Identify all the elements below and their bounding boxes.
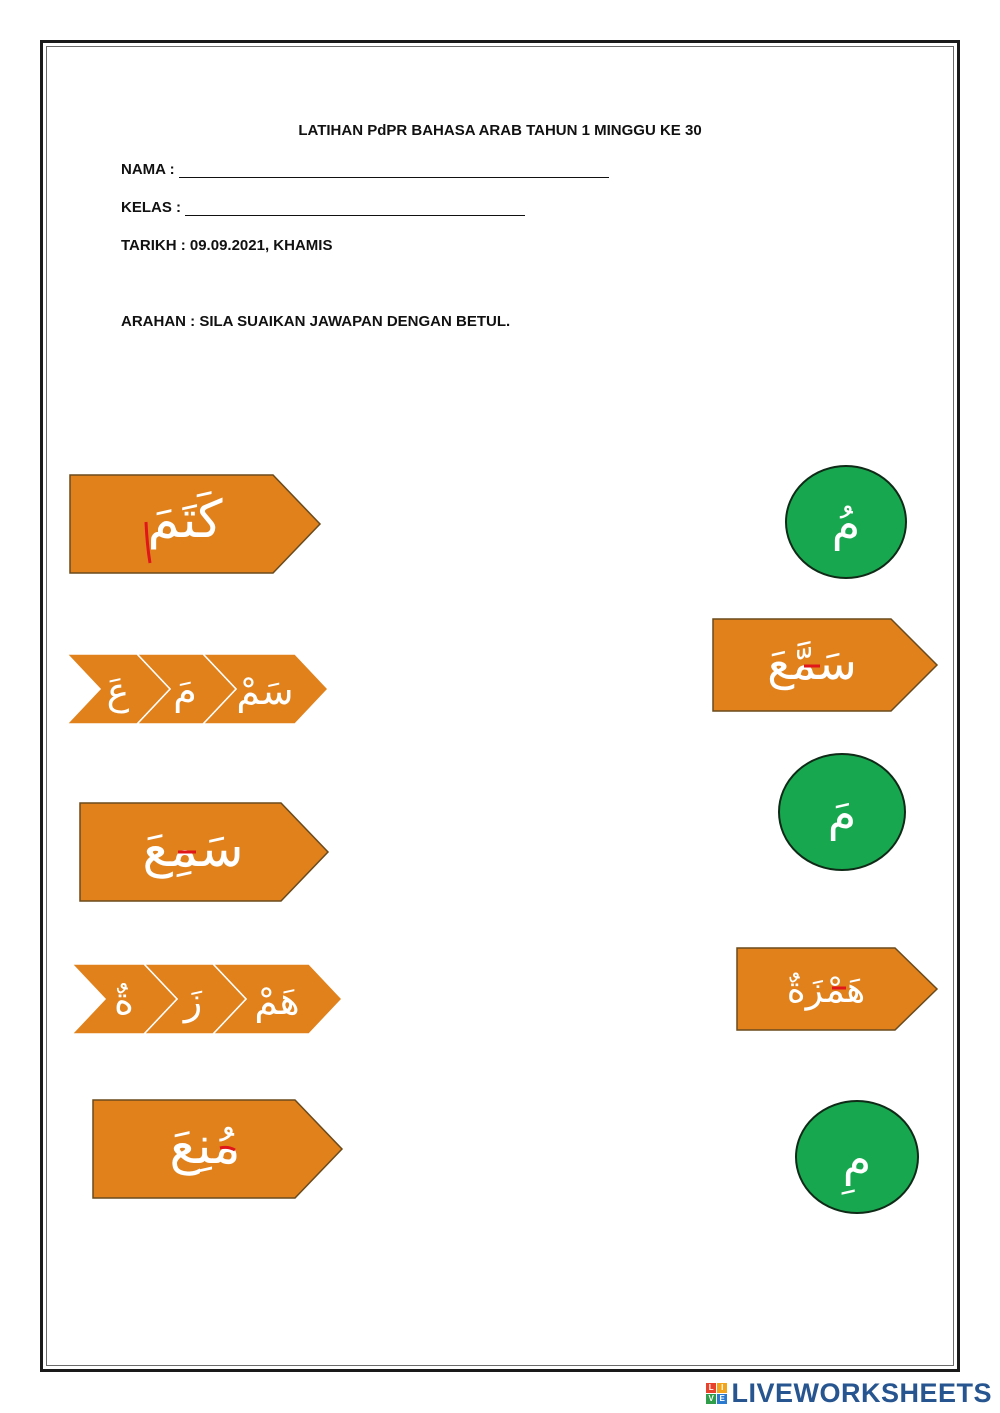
left-card-2-seg-2-text: مَ xyxy=(173,669,197,713)
liveworksheets-brand xyxy=(706,1378,992,1409)
right-card-4-word: هَمْزَةٌ xyxy=(786,970,866,1011)
left-card-4-seg-3-text: ةٌ xyxy=(114,979,134,1023)
right-circle-5-letter: مِ xyxy=(842,1132,872,1186)
left-card-3-word: سَمِعَ xyxy=(142,819,244,879)
left-card-2[interactable] xyxy=(67,654,328,724)
left-card-5[interactable] xyxy=(93,1100,342,1198)
left-card-5-word: مُنِعَ xyxy=(169,1116,241,1176)
right-circle-5[interactable] xyxy=(796,1101,918,1213)
kelas-label: KELAS : xyxy=(121,199,181,216)
right-card-2[interactable] xyxy=(713,619,937,711)
liveworksheets-logo-icon: L I V E xyxy=(706,1383,727,1404)
left-card-4-seg-1-text: هَمْ xyxy=(254,979,300,1023)
right-circle-1-letter: مُ xyxy=(831,497,861,551)
right-circle-3[interactable] xyxy=(779,754,905,870)
left-card-2-seg-1-text: سَمْ xyxy=(236,669,294,713)
worksheet-title: LATIHAN PdPR BAHASA ARAB TAHUN 1 MINGGU KE 30 xyxy=(298,122,702,139)
brand-name: LIVEWORKSHEETS xyxy=(731,1378,992,1408)
tarikh-text: TARIKH : 09.09.2021, KHAMIS xyxy=(121,237,333,254)
left-card-4[interactable] xyxy=(72,964,342,1034)
nama-label: NAMA : xyxy=(121,161,175,178)
right-card-2-word: سَمَّعَ xyxy=(767,636,857,690)
right-card-4[interactable] xyxy=(737,948,937,1030)
left-card-1[interactable] xyxy=(70,475,320,573)
left-card-2-seg-3-text: عَ xyxy=(106,669,130,713)
arahan-text: ARAHAN : SILA SUAIKAN JAWAPAN DENGAN BETUL. xyxy=(121,313,511,330)
right-circle-1[interactable] xyxy=(786,466,906,578)
left-card-4-seg-2-text: زَ xyxy=(183,979,203,1023)
left-card-3[interactable] xyxy=(80,803,328,901)
right-circle-3-letter: مَ xyxy=(827,787,857,841)
left-card-1-word: كَتَمَ xyxy=(147,490,223,550)
